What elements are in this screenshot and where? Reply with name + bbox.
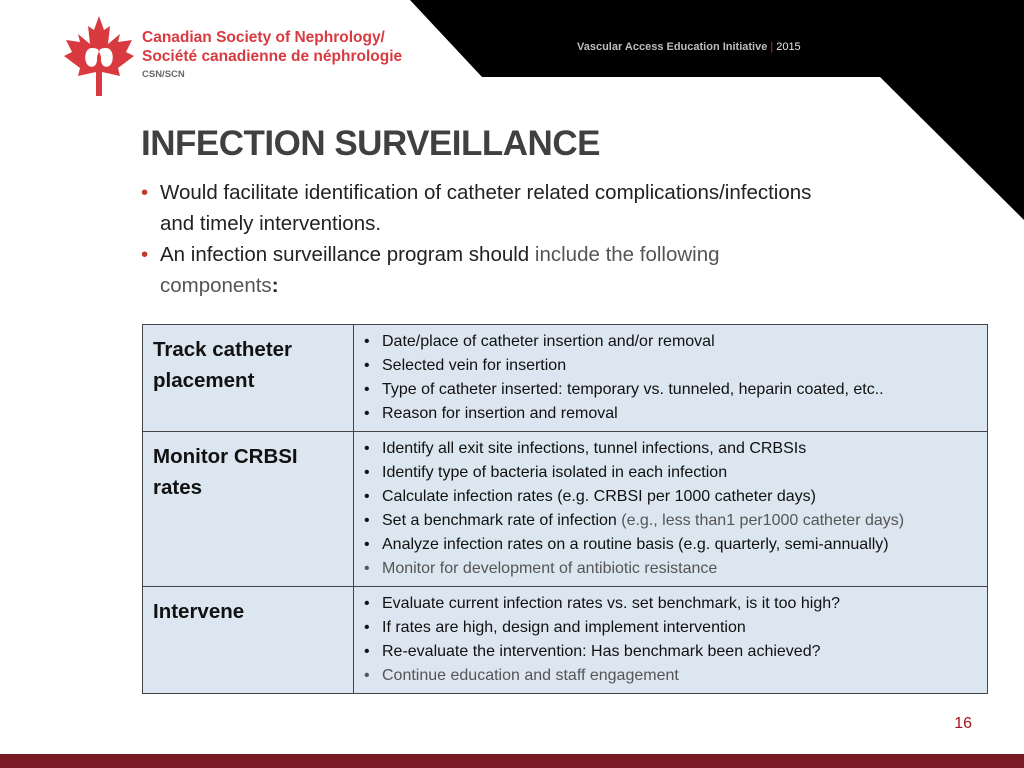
row-label: Track catheter placement [143,325,354,432]
maple-leaf-kidney-icon [62,14,136,98]
bullet-dot-icon: • [141,243,149,266]
header-year: 2015 [776,41,801,53]
bullet-text-muted: include the following [534,243,720,266]
row-items [354,325,988,432]
list-item: • Evaluate current infection rates vs. set benchmark, is it too high? [362,592,977,616]
logo-acronym: CSN/SCN [142,69,185,80]
footer-bar [0,754,1024,768]
bullet-text: and timely interventions. [160,212,382,235]
logo-name-en: Canadian Society of Nephrology/ [142,29,385,46]
row-items [354,432,988,587]
intro-bullets [141,177,961,301]
list-item [362,509,977,533]
table-row [143,432,988,587]
list-item: • Re-evaluate the intervention: Has benchmark been achieved? [362,640,977,664]
row-label: Monitor CRBSI rates [143,432,354,587]
components-table [142,324,988,694]
list-item: • If rates are high, design and implement intervention [362,616,977,640]
row-label: Intervene [143,587,354,694]
header-separator: | [770,41,774,53]
bullet-item [141,239,961,301]
list-item: • Identify type of bacteria isolated in each infection [362,461,977,485]
bullet-colon: : [271,274,279,297]
list-item: • Selected vein for insertion [362,354,977,378]
list-item: • Analyze infection rates on a routine basis (e.g. quarterly, semi-annually) [362,533,977,557]
list-item-text-muted: (e.g., less than1 per1000 catheter days) [621,512,905,529]
list-item: • Calculate infection rates (e.g. CRBSI per 1000 catheter days) [362,485,977,509]
list-item: • Type of catheter inserted: temporary vs. tunneled, heparin coated, etc.. [362,378,977,402]
bullet-dot-icon: • [141,181,149,204]
row-items [354,587,988,694]
logo-name-fr: Société canadienne de néphrologie [142,48,403,65]
list-item: • Continue education and staff engagement [362,664,977,688]
table-row [143,587,988,694]
list-item: • Reason for insertion and removal [362,402,977,426]
bullet-item [141,177,961,239]
bullet-text: An infection surveillance program should [160,243,535,266]
bullet-text-muted: components [160,274,272,297]
table-row [143,325,988,432]
slide-title: INFECTION SURVEILLANCE [141,124,600,163]
list-item: • Identify all exit site infections, tunnel infections, and CRBSIs [362,437,977,461]
list-item: • Monitor for development of antibiotic resistance [362,557,977,581]
bullet-text: Would facilitate identification of catheter related complications/infections [160,181,812,204]
header-initiative [577,41,801,53]
list-item: • Date/place of catheter insertion and/or removal [362,330,977,354]
csn-logo [62,14,422,98]
page-number: 16 [954,715,972,732]
initiative-label: Vascular Access Education Initiative [577,41,768,53]
list-item-text: Set a benchmark rate of infection [382,512,622,529]
